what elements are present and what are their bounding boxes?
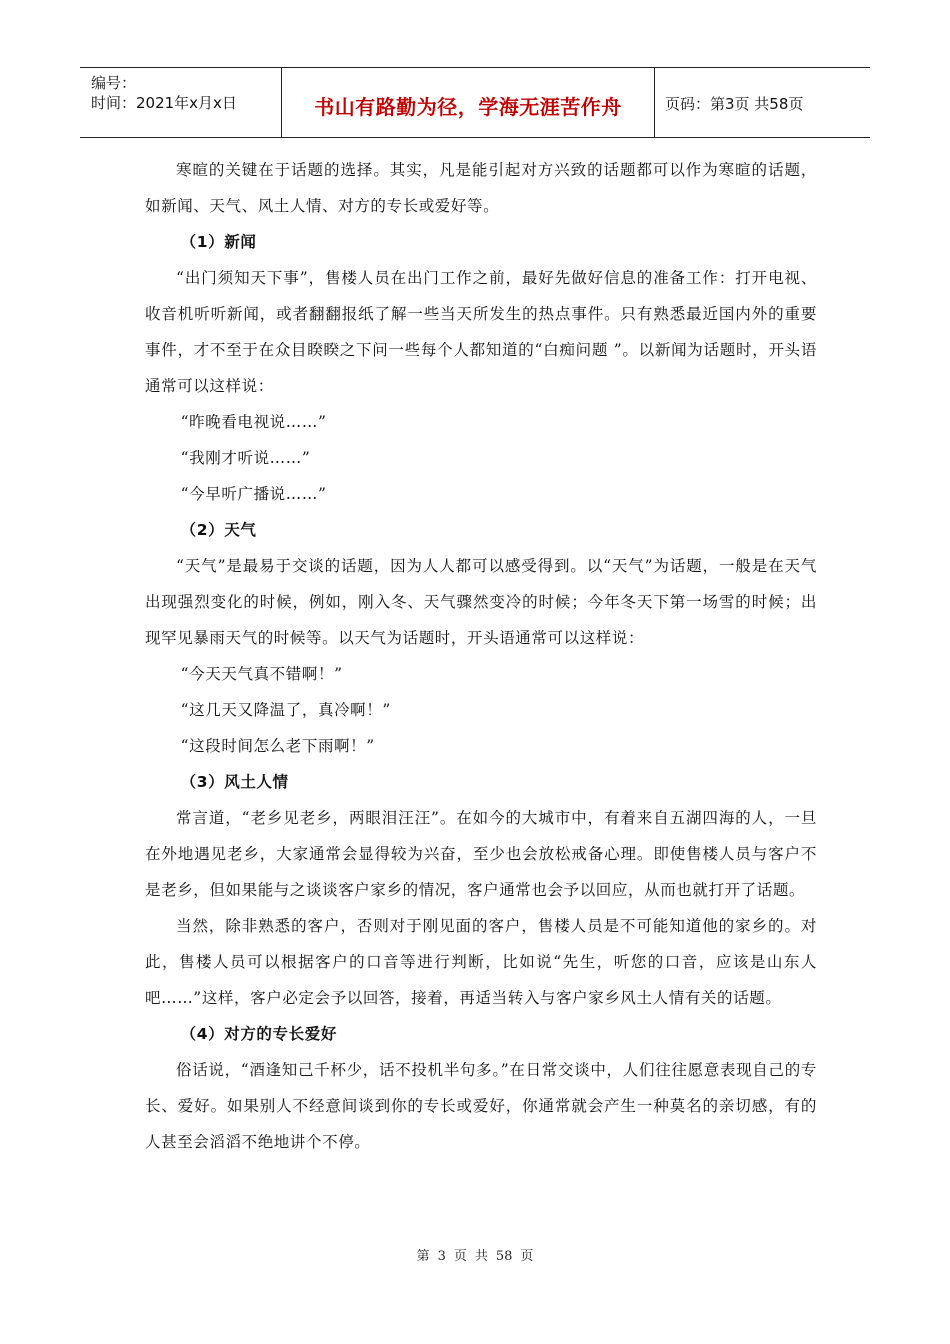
section-heading-customs: （3）风土人情	[180, 773, 289, 791]
footer-page-number: 3	[437, 1249, 446, 1264]
weather-example-quote: “这几天又降温了，真冷啊！”	[180, 701, 391, 719]
footer-di: 第	[416, 1249, 430, 1264]
news-paragraph: “出门须知天下事”，售楼人员在出门工作之前，最好先做好信息的准备工作：打开电视、收音机听听新闻，或者翻翻报纸了解一些当天所发生的热点事件。只有熟悉最近国内外的重要事件，才不至于在众目睽睽之下问一些每个人都知道的“白痴问题 ”。以新闻为话题时，开头语通常可以这样说：	[145, 269, 817, 395]
document-body	[145, 152, 817, 1160]
document-time-label: 时间：2021年x月x日	[91, 94, 237, 112]
news-example-quote: “昨晚看电视说……”	[180, 413, 327, 431]
weather-example-quote: “今天天气真不错啊！”	[180, 665, 343, 683]
hobbies-paragraph: 俗话说，“酒逢知己千杯少，话不投机半句多。”在日常交谈中，人们往往愿意表现自己的专长、爱好。如果别人不经意间谈到你的专长或爱好，你通常就会产生一种莫名的亲切感，有的人甚至会滔滔不绝地讲个不停。	[145, 1061, 817, 1151]
footer-gong: 共	[474, 1249, 488, 1264]
footer-ye-2: 页	[520, 1249, 534, 1264]
header-meta-cell	[80, 68, 282, 137]
section-heading-hobbies: （4）对方的专长爱好	[180, 1025, 337, 1043]
intro-paragraph: 寒暄的关键在于话题的选择。其实，凡是能引起对方兴致的话题都可以作为寒暄的话题，如新闻、天气、风土人情、对方的专长或爱好等。	[145, 161, 817, 215]
weather-paragraph: “天气”是最易于交谈的话题，因为人人都可以感受得到。以“天气”为话题，一般是在天气出现强烈变化的时候，例如，刚入冬、天气骤然变冷的时候；今年冬天下第一场雪的时候；出现罕见暴雨天气的时候等。以天气为话题时，开头语通常可以这样说：	[145, 557, 817, 647]
header-page-cell	[655, 68, 870, 137]
news-example-quote: “今早听广播说……”	[180, 485, 327, 503]
header-motto: 书山有路勤为径，学海无涯苦作舟	[314, 95, 622, 119]
weather-example-quote: “这段时间怎么老下雨啊！”	[180, 737, 375, 755]
header-motto-cell	[282, 68, 655, 137]
header-page-info: 页码：第3页 共58页	[665, 95, 804, 113]
customs-paragraph: 常言道，“老乡见老乡，两眼泪汪汪”。在如今的大城市中，有着来自五湖四海的人，一旦在外地遇见老乡，大家通常会显得较为兴奋，至少也会放松戒备心理。即使售楼人员与客户不是老乡，但如果能与之谈谈客户家乡的情况，客户通常也会予以回应，从而也就打开了话题。	[145, 809, 817, 899]
section-heading-weather: （2）天气	[180, 521, 257, 539]
footer-ye: 页	[453, 1249, 467, 1264]
page-header	[80, 67, 870, 138]
page-footer	[0, 1245, 950, 1264]
customs-paragraph-2: 当然，除非熟悉的客户，否则对于刚见面的客户，售楼人员是不可能知道他的家乡的。对此，售楼人员可以根据客户的口音等进行判断，比如说“先生，听您的口音，应该是山东人吧……”这样，客户必定会予以回答，接着，再适当转入与客户家乡风土人情有关的话题。	[145, 917, 817, 1007]
news-example-quote: “我刚才听说……”	[180, 449, 311, 467]
footer-total-pages: 58	[495, 1249, 513, 1264]
section-heading-news: （1）新闻	[180, 233, 257, 251]
document-number-label: 编号：	[91, 74, 137, 92]
